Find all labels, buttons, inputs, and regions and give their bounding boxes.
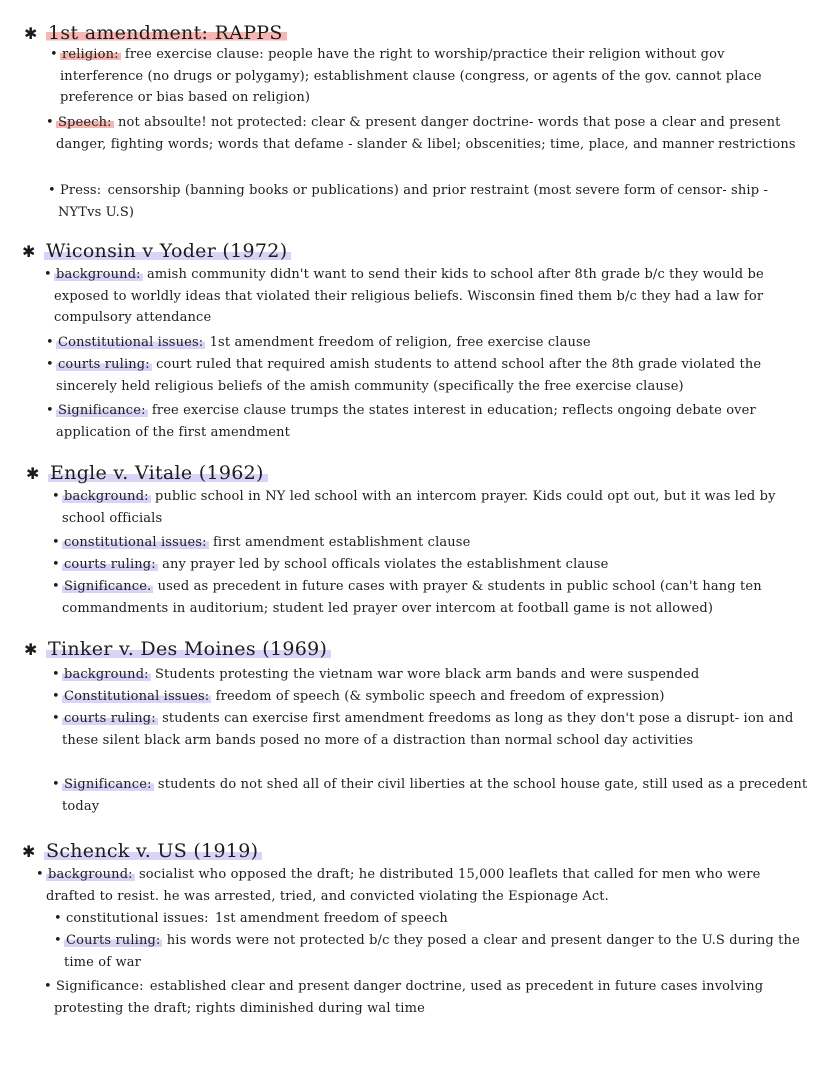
bullet-label: courts ruling: bbox=[64, 711, 156, 726]
heading-schenck-v-us bbox=[22, 840, 262, 863]
bullet-text: established clear and present danger doctrine, used as precedent in future cases involving protesting the draft; rights diminished during wal time bbox=[54, 979, 764, 1016]
bullet-constitutional-issues: • constitutional issues: first amendment establishment clause bbox=[52, 535, 471, 550]
heading-first-amendment bbox=[24, 22, 287, 45]
bullet-significance: • Significance. used as precedent in future cases with prayer & students in public school (can't hang ten commandments in auditorium; student led prayer over intercom at football game is not allowed) bbox=[52, 579, 762, 616]
bullet-text: any prayer led by school officals violates the establishment clause bbox=[157, 557, 609, 572]
heading-title: Schenck v. US (1919) bbox=[44, 840, 262, 862]
bullet-label: Significance. bbox=[64, 579, 152, 594]
heading-engle-v-vitale bbox=[26, 462, 268, 485]
bullet-significance: • Significance: students do not shed all of their civil liberties at the school house gate, still used as a precedent today bbox=[52, 777, 808, 814]
bullet-label: Speech: bbox=[58, 115, 112, 130]
bullet-background: • background: Students protesting the vietnam war wore black arm bands and were suspended bbox=[52, 667, 700, 682]
bullet-text: his words were not protected b/c they posed a clear and present danger to the U.S during the time of war bbox=[64, 933, 800, 970]
bullet-label: Constitutional issues: bbox=[64, 689, 210, 704]
bullet-label: background: bbox=[64, 667, 149, 682]
bullet-religion: • religion: free exercise clause: people have the right to worship/practice their religion without gov interference (no drugs or polygamy); establishment clause (congress, or agents of the gov. cannot place preference or bias based on religion) bbox=[50, 47, 762, 105]
bullet-label: religion: bbox=[62, 47, 119, 62]
bullet-text: public school in NY led school with an intercom prayer. Kids could opt out, but it was led by school officials bbox=[62, 489, 776, 526]
bullet-background: • background: socialist who opposed the draft; he distributed 15,000 leaflets that called for men who were drafted to resist. he was arrested, tried, and convicted violating the Espionage Act. bbox=[36, 867, 761, 904]
bullet-constitutional-issues: • Constitutional issues: 1st amendment freedom of religion, free exercise clause bbox=[46, 335, 591, 350]
bullet-label: Significance: bbox=[64, 777, 152, 792]
bullet-label: Significance: bbox=[58, 403, 146, 418]
bullet-label: Significance: bbox=[56, 979, 144, 994]
bullet-text: free exercise clause: people have the right to worship/practice their religion without gov interference (no drugs or polygamy); establishment clause (congress, or agents of the gov. cannot place preference or bias based on religion) bbox=[60, 47, 762, 105]
bullet-label: background: bbox=[56, 267, 141, 282]
bullet-text: 1st amendment freedom of speech bbox=[210, 911, 448, 926]
bullet-label: constitutional issues: bbox=[66, 911, 209, 926]
star-icon: ✱ bbox=[24, 24, 38, 43]
heading-tinker-v-des-moines bbox=[24, 638, 331, 661]
bullet-significance: • Significance: free exercise clause trumps the states interest in education; reflects ongoing debate over application of the first amendment bbox=[46, 403, 756, 440]
bullet-text: first amendment establishment clause bbox=[208, 535, 471, 550]
star-icon: ✱ bbox=[26, 464, 40, 483]
bullet-significance: • Significance: established clear and present danger doctrine, used as precedent in future cases involving protesting the draft; rights diminished during wal time bbox=[44, 979, 764, 1016]
bullet-label: constitutional issues: bbox=[64, 535, 207, 550]
heading-title: Tinker v. Des Moines (1969) bbox=[46, 638, 331, 660]
bullet-constitutional-issues: • Constitutional issues: freedom of speech (& symbolic speech and freedom of expression) bbox=[52, 689, 665, 704]
bullet-background: • background: public school in NY led school with an intercom prayer. Kids could opt out, but it was led by school officials bbox=[52, 489, 776, 526]
bullet-label: background: bbox=[64, 489, 149, 504]
bullet-courts-ruling: • courts ruling: any prayer led by school officals violates the establishment clause bbox=[52, 557, 609, 572]
bullet-label: courts ruling: bbox=[58, 357, 150, 372]
heading-title: 1st amendment: RAPPS bbox=[46, 22, 287, 44]
bullet-label: Courts ruling: bbox=[66, 933, 161, 948]
bullet-courts-ruling: • courts ruling: court ruled that required amish students to attend school after the 8th grade violated the sincerely held religious beliefs of the amish community (specifically the free exercise clause) bbox=[46, 357, 762, 394]
bullet-constitutional-issues: • constitutional issues: 1st amendment freedom of speech bbox=[54, 911, 448, 926]
heading-title: Wiconsin v Yoder (1972) bbox=[44, 240, 291, 262]
bullet-text: free exercise clause trumps the states interest in education; reflects ongoing debate over application of the first amendment bbox=[56, 403, 756, 440]
bullet-courts-ruling: • Courts ruling: his words were not protected b/c they posed a clear and present danger to the U.S during the time of war bbox=[54, 933, 800, 970]
bullet-label: background: bbox=[48, 867, 133, 882]
star-icon: ✱ bbox=[22, 842, 36, 861]
bullet-text: socialist who opposed the draft; he distributed 15,000 leaflets that called for men who were drafted to resist. he was arrested, tried, and convicted violating the Espionage Act. bbox=[46, 867, 761, 904]
star-icon: ✱ bbox=[22, 242, 36, 261]
bullet-text: freedom of speech (& symbolic speech and freedom of expression) bbox=[211, 689, 665, 704]
heading-wisconsin-v-yoder bbox=[22, 240, 291, 263]
bullet-press: • Press: censorship (banning books or publications) and prior restraint (most severe form of censor- ship - NYTvs U.S) bbox=[48, 183, 769, 220]
bullet-speech: • Speech: not absoulte! not protected: clear & present danger doctrine- words that pose a clear and present danger, fighting words; words that defame - slander & libel; obscenities; time, place, and manner restrictions bbox=[46, 115, 796, 152]
heading-title: Engle v. Vitale (1962) bbox=[48, 462, 268, 484]
bullet-text: not absoulte! not protected: clear & present danger doctrine- words that pose a clear and present danger, fighting words; words that defame - slander & libel; obscenities; time, place, and manner restrictions bbox=[56, 115, 796, 152]
bullet-courts-ruling: • courts ruling: students can exercise first amendment freedoms as long as they don't pose a disrupt- ion and these silent black arm bands posed no more of a distraction than normal school day activities bbox=[52, 711, 794, 748]
bullet-background: • background: amish community didn't want to send their kids to school after 8th grade b/c they would be exposed to worldly ideas that violated their religious beliefs. Wisconsin fined them b/c they had a law for compulsory attendance bbox=[44, 267, 764, 325]
star-icon: ✱ bbox=[24, 640, 38, 659]
bullet-label: Press: bbox=[60, 183, 102, 198]
bullet-text: Students protesting the vietnam war wore black arm bands and were suspended bbox=[150, 667, 700, 682]
bullet-label: Constitutional issues: bbox=[58, 335, 204, 350]
bullet-text: court ruled that required amish students to attend school after the 8th grade violated the sincerely held religious beliefs of the amish community (specifically the free exercise clause) bbox=[56, 357, 762, 394]
bullet-text: censorship (banning books or publications) and prior restraint (most severe form of censor- ship - NYTvs U.S) bbox=[58, 183, 769, 220]
bullet-text: students do not shed all of their civil liberties at the school house gate, still used as a precedent today bbox=[62, 777, 808, 814]
bullet-text: used as precedent in future cases with prayer & students in public school (can't hang ten commandments in auditorium; student led prayer over intercom at football game is not allowed) bbox=[62, 579, 762, 616]
bullet-label: courts ruling: bbox=[64, 557, 156, 572]
bullet-text: amish community didn't want to send their kids to school after 8th grade b/c they would be exposed to worldly ideas that violated their religious beliefs. Wisconsin fined them b/c they had a law for compulsory attendance bbox=[54, 267, 764, 325]
bullet-text: 1st amendment freedom of religion, free exercise clause bbox=[205, 335, 591, 350]
bullet-text: students can exercise first amendment freedoms as long as they don't pose a disrupt- ion and these silent black arm bands posed no more of a distraction than normal school day activities bbox=[62, 711, 794, 748]
